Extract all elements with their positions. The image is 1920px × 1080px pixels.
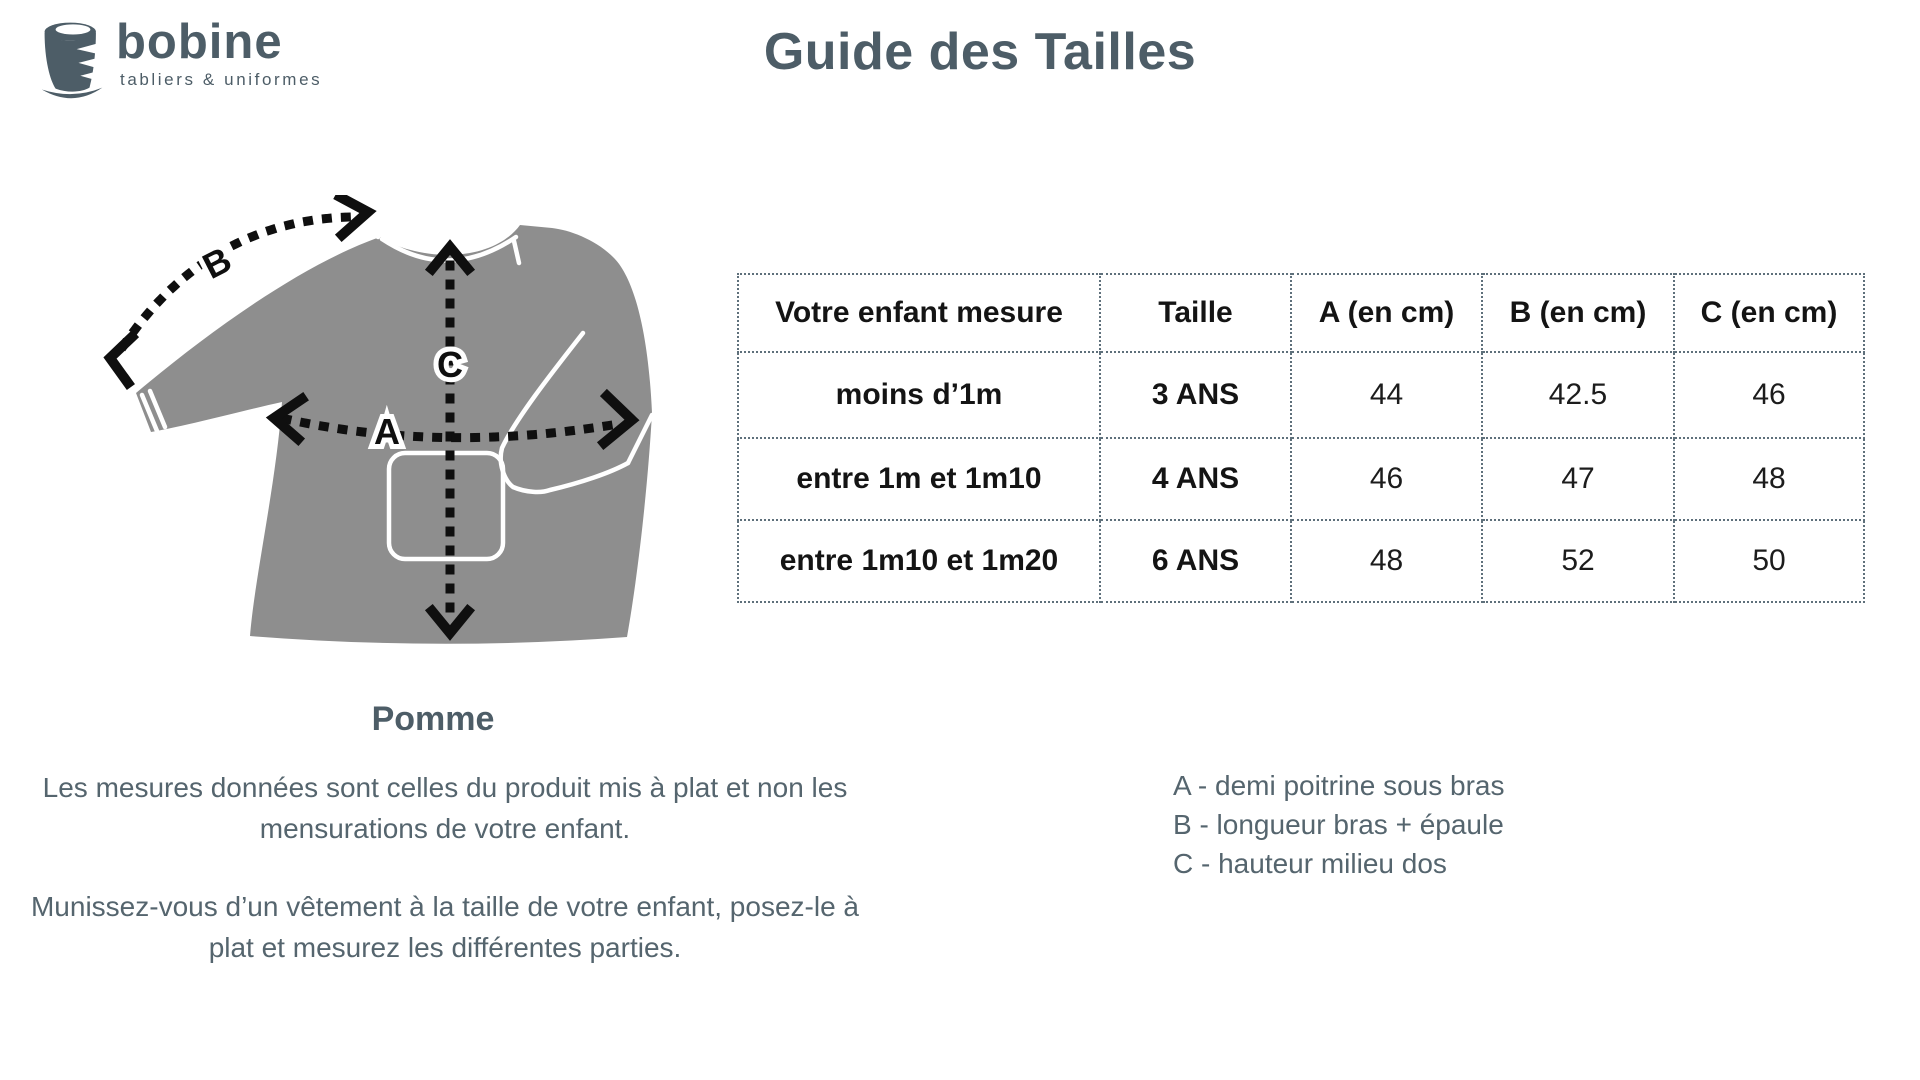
cell-taille: 4 ANS (1100, 438, 1291, 520)
legend-item-a: A - demi poitrine sous bras (1173, 770, 1505, 801)
page-title: Guide des Tailles (763, 23, 1197, 81)
legend-item-b: B - longueur bras + épaule (1173, 809, 1504, 841)
measurement-notes (20, 768, 870, 968)
arrow-b-head-left (110, 337, 132, 383)
measure-label-c: C (437, 344, 463, 385)
cell-mesure: entre 1m10 et 1m20 (738, 520, 1100, 602)
col-header-taille: Taille (1100, 274, 1291, 352)
size-table (737, 273, 1865, 603)
cell-c: 48 (1674, 438, 1864, 520)
cell-taille: 3 ANS (1100, 352, 1291, 438)
measure-legend (1173, 766, 1505, 884)
note-howto-measure: Munissez-vous d’un vêtement à la taille de votre enfant, posez-le à plat et mesurez les différentes parties. (30, 891, 859, 963)
table-header-row (738, 274, 1864, 352)
cell-mesure: moins d’1m (738, 352, 1100, 438)
cell-a: 44 (1291, 352, 1482, 438)
table-row (738, 352, 1864, 438)
cell-c: 46 (1674, 352, 1864, 438)
cell-taille: 6 ANS (1100, 520, 1291, 602)
brand-tagline: tabliers & uniformes (120, 70, 323, 89)
legend-item-c: C - hauteur milieu dos (1173, 848, 1447, 880)
measure-label-b: B (195, 238, 238, 287)
col-header-a: A (en cm) (1291, 274, 1482, 352)
garment-diagram (90, 195, 690, 655)
brand-logo (40, 16, 322, 108)
cell-b: 52 (1482, 520, 1674, 602)
table-row (738, 520, 1864, 602)
cell-a: 48 (1291, 520, 1482, 602)
cell-mesure: entre 1m et 1m10 (738, 438, 1100, 520)
product-name: Pomme (371, 700, 495, 738)
table-row (738, 438, 1864, 520)
cell-c: 50 (1674, 520, 1864, 602)
col-header-mesure: Votre enfant mesure (738, 274, 1100, 352)
cell-b: 47 (1482, 438, 1674, 520)
smock-illustration (90, 195, 690, 655)
col-header-c: C (en cm) (1674, 274, 1864, 352)
cell-b: 42.5 (1482, 352, 1674, 438)
measure-label-a: A (374, 411, 400, 452)
brand-text (116, 16, 322, 90)
col-header-b: B (en cm) (1482, 274, 1674, 352)
spool-icon (40, 16, 106, 108)
cell-a: 46 (1291, 438, 1482, 520)
note-flat-measure: Les mesures données sont celles du produit mis à plat et non les mensurations de votre enfant. (42, 772, 848, 844)
brand-name: bobine (116, 15, 283, 69)
